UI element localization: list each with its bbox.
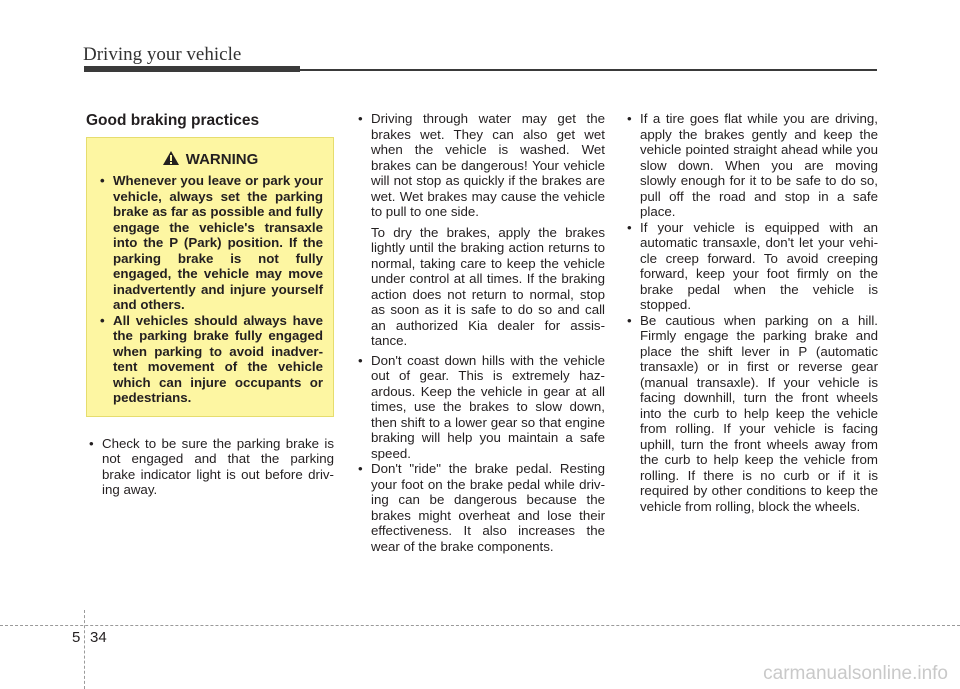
- list-item: [355, 111, 605, 220]
- bullet-list-left: [86, 436, 334, 498]
- list-item: • If a tire goes flat while you are driving, apply the brakes gently and keep the vehicle pointed straight ahead while you slow down. When you are moving slowly enough for it to be safe to do so, pull off the road and stop in a safe place.: [624, 111, 878, 220]
- watermark: carmanualsonline.info: [763, 663, 948, 684]
- warning-list: [97, 173, 323, 406]
- section-number: 5: [72, 629, 81, 646]
- header-rule: [300, 69, 877, 71]
- warning-item: • All vehicles should always have the parking brake fully engaged when parking to avoid inadver-tent movement of the vehicle which can injure occupants or pedestrians.: [97, 313, 323, 406]
- warning-title: WARNING: [185, 150, 259, 168]
- list-item: • Don't "ride" the brake pedal. Resting your foot on the brake pedal while driv-ing can be dangerous because the brakes might overheat and lose their effectiveness. It also increases the wear of the brake components.: [355, 461, 605, 554]
- warning-triangle-icon: [162, 150, 180, 170]
- list-item: • Be cautious when parking on a hill. Firmly engage the parking brake and place the shift lever in P (automatic transaxle) or in first or reverse gear (manual transaxle). If your vehicle is facing downhill, turn the front wheels into the curb to help keep the vehicle from rolling. If your vehicle is facing uphill, turn the front wheels away from the curb to help keep the vehicle from rolling. If there is no curb or if it is required by other conditions to keep the vehicle from rolling, block the wheels.: [624, 313, 878, 515]
- header-bar: [84, 66, 300, 72]
- bullet-list-right: [624, 111, 878, 514]
- list-item: • If your vehicle is equipped with an automatic transaxle, don't let your vehi-cle creep forward. To avoid creeping forward, keep your foot firmly on the brake pedal when the vehicle is stopped.: [624, 220, 878, 313]
- list-item: • Check to be sure the parking brake is not engaged and that the parking brake indicator light is out before driv-ing away.: [86, 436, 334, 498]
- list-item-text: Driving through water may get the brakes wet. They can also get wet when the vehicle is washed. Wet brakes can be dangerous! Your vehicle will not stop as quickly if the brakes are wet. Wet brakes may cause the vehicle to pull to one side.: [371, 111, 605, 219]
- column-middle: [355, 111, 605, 554]
- column-left: [86, 110, 334, 498]
- page-number: 34: [90, 629, 107, 646]
- footer-divider: [84, 610, 86, 689]
- warning-header: [97, 150, 323, 170]
- bullet-list-middle: [355, 111, 605, 220]
- section-heading: Good braking practices: [86, 112, 260, 129]
- column-right: [624, 111, 878, 514]
- header-title: Driving your vehicle: [83, 44, 242, 65]
- footer-rule: [0, 625, 960, 627]
- bullet-list-middle-2: [355, 353, 605, 555]
- list-item: • Don't coast down hills with the vehicle out of gear. This is extremely haz-ardous. Keep the vehicle in gear at all times, use the brakes to slow down, then shift to a lower gear so that engine braking will help you maintain a safe speed.: [355, 353, 605, 462]
- warning-item: • Whenever you leave or park your vehicle, always set the parking brake as far as possible and fully engage the vehicle's transaxle into the P (Park) position. If the parking brake is not fully engaged, the vehicle may move inadvertently and injure yourself and others.: [97, 173, 323, 313]
- list-item-paragraph: To dry the brakes, apply the brakes lightly until the braking action returns to normal, taking care to keep the vehicle under control at all times. If the braking action does not return to normal, stop as soon as it is safe to do so and call an authorized Kia dealer for assis-tance.: [371, 224, 605, 348]
- warning-box: [86, 137, 334, 417]
